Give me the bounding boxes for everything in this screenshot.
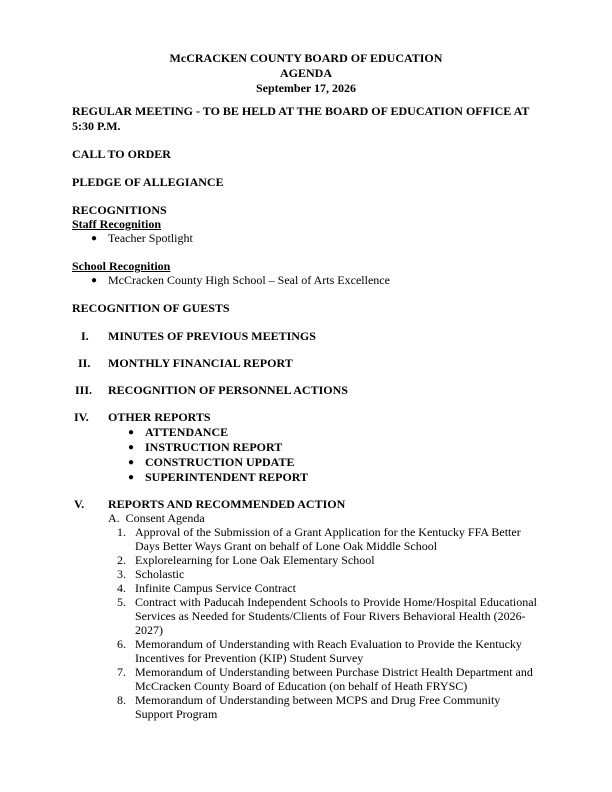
recognitions-heading: RECOGNITIONS [72, 203, 167, 217]
document-title: AGENDA [279, 66, 332, 80]
bullet-icon: ● [91, 233, 98, 244]
consent-item-number: 3. [117, 567, 126, 581]
consent-item-text: Scholastic [135, 567, 185, 581]
board-name: McCRACKEN COUNTY BOARD OF EDUCATION [169, 51, 443, 65]
section-number: IV. [74, 410, 89, 424]
bullet-icon: ● [91, 275, 98, 286]
school-recognition-heading: School Recognition [72, 259, 171, 273]
consent-item-text: Memorandum of Understanding with Reach Evaluation to Provide the Kentucky Incentives for Prevention (KIP) Student Survey [135, 637, 522, 665]
meeting-statement: REGULAR MEETING - TO BE HELD AT THE BOARD OF EDUCATION OFFICE AT 5:30 P.M. [72, 104, 530, 133]
pledge-heading: PLEDGE OF ALLEGIANCE [72, 175, 224, 189]
consent-item-number: 1. [117, 525, 126, 539]
section-title: MINUTES OF PREVIOUS MEETINGS [108, 329, 316, 343]
consent-item-number: 4. [117, 581, 126, 595]
consent-agenda-label: A. Consent Agenda [108, 511, 205, 525]
recognition-of-guests-heading: RECOGNITION OF GUESTS [72, 301, 230, 315]
section-number: II. [78, 356, 91, 370]
consent-item-number: 2. [117, 553, 126, 567]
consent-item-text: Approval of the Submission of a Grant Application for the Kentucky FFA Better Days Better Ways Grant on behalf of Lone Oak Middle School [135, 525, 521, 553]
consent-item-number: 5. [117, 595, 126, 609]
section-title: MONTHLY FINANCIAL REPORT [108, 356, 293, 370]
call-to-order-heading: CALL TO ORDER [72, 147, 171, 161]
other-report-item: SUPERINTENDENT REPORT [145, 470, 309, 484]
section-title: RECOGNITION OF PERSONNEL ACTIONS [108, 383, 348, 397]
bullet-icon: ● [128, 472, 135, 483]
document-header [0, 51, 612, 96]
consent-item-text: Memorandum of Understanding between MCPS and Drug Free Community Support Program [135, 693, 501, 721]
other-report-item: ATTENDANCE [145, 425, 229, 439]
school-recognition-item: McCracken County High School – Seal of Arts Excellence [108, 273, 390, 287]
staff-recognition-item: Teacher Spotlight [108, 231, 193, 245]
bullet-icon: ● [128, 457, 135, 468]
other-report-item: CONSTRUCTION UPDATE [145, 455, 295, 469]
meeting-date: September 17, 2026 [255, 81, 357, 95]
consent-item-number: 8. [117, 693, 126, 707]
consent-item-number: 6. [117, 637, 126, 651]
section-number: I. [81, 329, 89, 343]
section-title: OTHER REPORTS [108, 410, 211, 424]
consent-item-text: Infinite Campus Service Contract [135, 581, 296, 595]
section-number: V. [74, 497, 85, 511]
consent-item-number: 7. [117, 665, 126, 679]
consent-item-text: Explorelearning for Lone Oak Elementary School [135, 553, 375, 567]
other-report-item: INSTRUCTION REPORT [145, 440, 283, 454]
bullet-icon: ● [128, 427, 135, 438]
bullet-icon: ● [128, 442, 135, 453]
consent-item-text: Contract with Paducah Independent Schools to Provide Home/Hospital Educational Services as Needed for Students/Clients of Four Rivers Behavioral Health (2026-2027) [135, 595, 537, 637]
section-title: REPORTS AND RECOMMENDED ACTION [108, 497, 346, 511]
consent-item-text: Memorandum of Understanding between Purchase District Health Department and McCracken County Board of Education (on behalf of Heath FRYSC) [135, 665, 533, 693]
section-number: III. [75, 383, 93, 397]
staff-recognition-heading: Staff Recognition [72, 217, 161, 231]
